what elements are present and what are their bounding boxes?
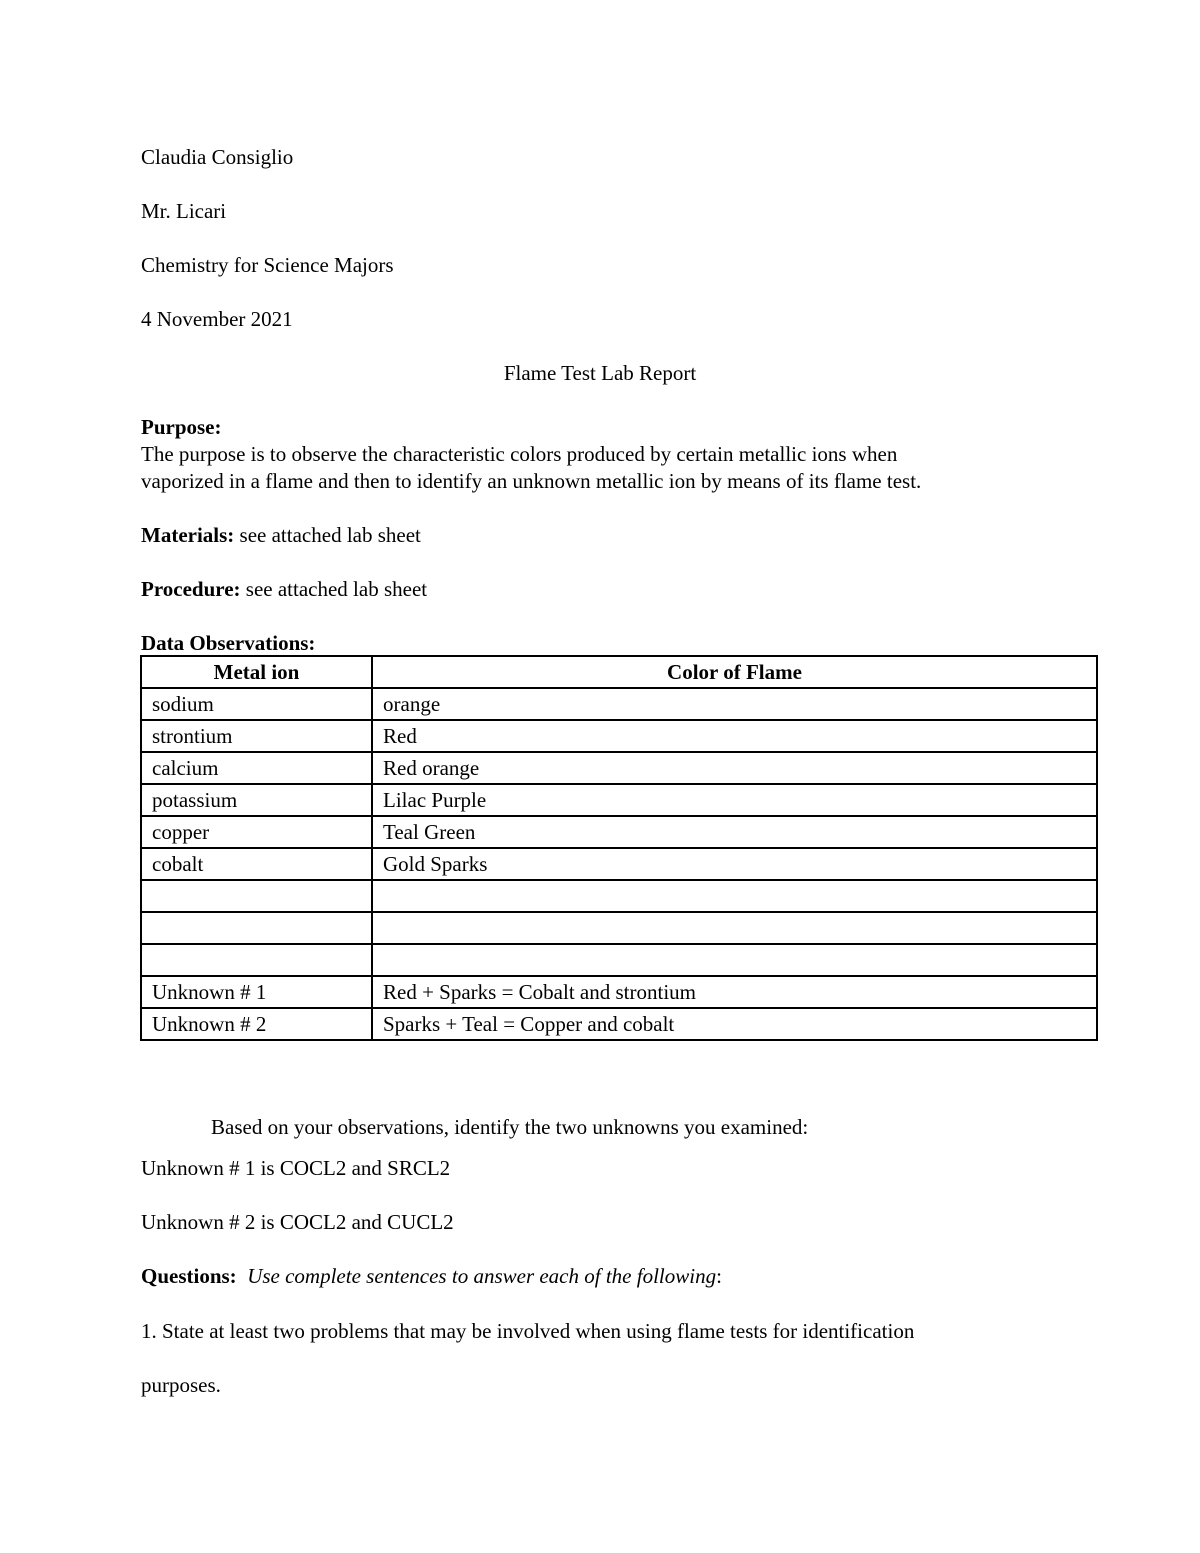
data-observations-heading — [141, 633, 315, 654]
metal-ion-cell: copper — [141, 816, 372, 848]
metal-ion-cell: strontium — [141, 720, 372, 752]
question-1-line-2: purposes. — [141, 1373, 221, 1397]
questions-instruction-colon: : — [716, 1264, 722, 1288]
flame-color-cell: Teal Green — [372, 816, 1097, 848]
table-row — [141, 816, 1097, 848]
flame-color-cell: Red — [372, 720, 1097, 752]
flame-color-cell — [372, 912, 1097, 944]
course-name: Chemistry for Science Majors — [141, 253, 394, 277]
metal-ion-cell — [141, 912, 372, 944]
metal-ion-cell: cobalt — [141, 848, 372, 880]
flame-color-cell: Lilac Purple — [372, 784, 1097, 816]
flame-color-cell: Gold Sparks — [372, 848, 1097, 880]
table-row — [141, 944, 1097, 976]
questions-instruction: Use complete sentences to answer each of the following — [247, 1264, 717, 1288]
purpose-text-line-2: vaporized in a flame and then to identify an unknown metallic ion by means of its flame test. — [141, 469, 922, 493]
materials-text: see attached lab sheet — [234, 523, 421, 547]
table-row — [141, 688, 1097, 720]
table-row — [141, 784, 1097, 816]
flame-test-table — [140, 655, 1098, 1041]
table-header-row — [141, 656, 1097, 688]
metal-ion-cell: Unknown # 2 — [141, 1008, 372, 1040]
column-header-metal-ion: Metal ion — [141, 656, 372, 688]
table-body — [141, 688, 1097, 1040]
table-row — [141, 752, 1097, 784]
data-observations-label: Data Observations: — [141, 631, 316, 655]
metal-ion-cell — [141, 944, 372, 976]
table-row — [141, 880, 1097, 912]
flame-color-cell: orange — [372, 688, 1097, 720]
unknown-2-answer: Unknown # 2 is COCL2 and CUCL2 — [141, 1210, 454, 1234]
table-row — [141, 848, 1097, 880]
flame-color-cell — [372, 944, 1097, 976]
metal-ion-cell: Unknown # 1 — [141, 976, 372, 1008]
identify-prompt: Based on your observations, identify the two unknowns you examined: — [211, 1115, 809, 1139]
report-title: Flame Test Lab Report — [503, 361, 697, 385]
procedure-text: see attached lab sheet — [240, 577, 428, 601]
table-row — [141, 976, 1097, 1008]
purpose-text-line-1: The purpose is to observe the characteristic colors produced by certain metallic ions when — [141, 442, 898, 466]
column-header-flame-color: Color of Flame — [372, 656, 1097, 688]
report-date: 4 November 2021 — [141, 307, 293, 331]
flame-color-cell: Red orange — [372, 752, 1097, 784]
table-row — [141, 720, 1097, 752]
metal-ion-cell: calcium — [141, 752, 372, 784]
flame-color-cell: Sparks + Teal = Copper and cobalt — [372, 1008, 1097, 1040]
procedure-label: Procedure: — [141, 577, 241, 601]
purpose-heading — [141, 417, 222, 438]
unknown-1-answer: Unknown # 1 is COCL2 and SRCL2 — [141, 1156, 451, 1180]
question-1-line-1: 1. State at least two problems that may be involved when using flame tests for identification — [141, 1319, 915, 1343]
questions-label: Questions: — [141, 1264, 237, 1288]
questions-heading — [141, 1266, 722, 1287]
materials-label: Materials: — [141, 523, 235, 547]
metal-ion-cell — [141, 880, 372, 912]
metal-ion-cell: potassium — [141, 784, 372, 816]
materials-section — [141, 525, 421, 546]
flame-color-cell — [372, 880, 1097, 912]
teacher-name: Mr. Licari — [141, 199, 227, 223]
procedure-section — [141, 579, 427, 600]
student-name: Claudia Consiglio — [141, 145, 294, 169]
metal-ion-cell: sodium — [141, 688, 372, 720]
table-row — [141, 1008, 1097, 1040]
purpose-label: Purpose: — [141, 415, 222, 439]
table-row — [141, 912, 1097, 944]
flame-color-cell: Red + Sparks = Cobalt and strontium — [372, 976, 1097, 1008]
